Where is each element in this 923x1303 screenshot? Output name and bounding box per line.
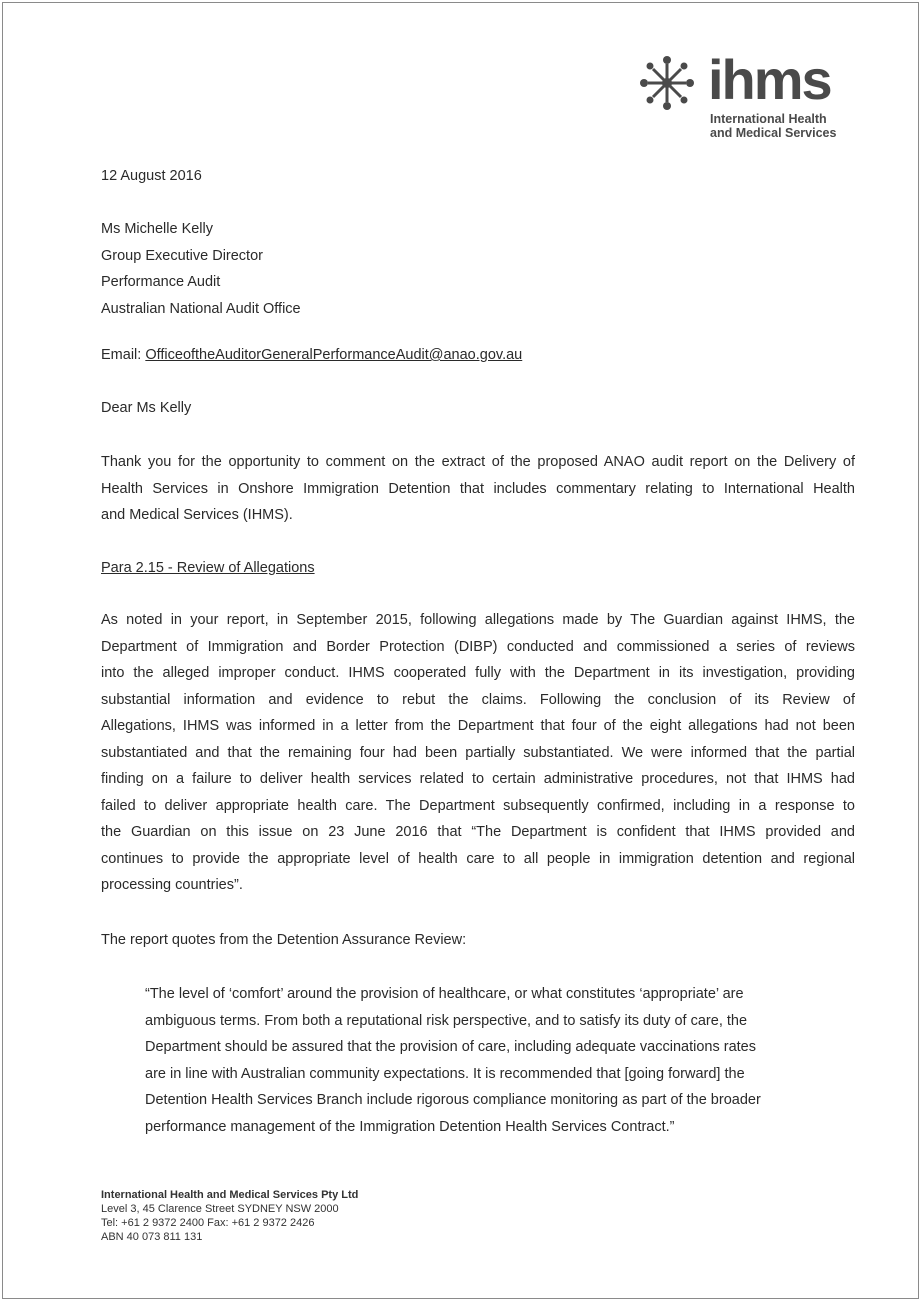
body-line: into the alleged improper conduct. IHMS cooperated fully with the Department in its investigation, providing [101, 665, 855, 681]
body-line: the Guardian on this issue on 23 June 2016 that “The Department is confident that IHMS provided and [101, 824, 855, 840]
quote-line: ambiguous terms. From both a reputational risk perspective, and to satisfy its duty of care, the [145, 1012, 748, 1029]
quote-line: performance management of the Immigration Detention Health Services Contract.” [145, 1118, 675, 1135]
quote-line: are in line with Australian community expectations. It is recommended that [going forward] the [145, 1065, 745, 1082]
footer-company: International Health and Medical Services Pty Ltd [101, 1189, 359, 1201]
body-line: continues to provide the appropriate level of health care to all people in immigration detention and regional [101, 850, 855, 867]
quote-line: Department should be assured that the provision of care, including adequate vaccinations rates [145, 1039, 756, 1055]
body-line: failed to deliver appropriate health care. The Department subsequently confirmed, including in a response to [101, 797, 855, 814]
logo-subtitle-line-2: and Medical Services [710, 126, 837, 140]
footer-address: Level 3, 45 Clarence Street SYDNEY NSW 2000 [101, 1203, 339, 1215]
footer-phone: Tel: +61 2 9372 2400 Fax: +61 2 9372 2426 [101, 1217, 315, 1229]
recipient-division: Performance Audit [101, 274, 221, 290]
intro-line: and Medical Services (IHMS). [101, 507, 293, 523]
ihms-starburst-icon [636, 52, 698, 114]
letterhead-footer [101, 1188, 358, 1244]
salutation: Dear Ms Kelly [101, 400, 192, 416]
body-line: Allegations, IHMS was informed in a letter from the Department that four of the eight allegations had not been [101, 718, 855, 734]
body-line: substantial information and evidence to rebut the claims. Following the conclusion of its Review of [101, 691, 855, 708]
body-line: As noted in your report, in September 2015, following allegations made by The Guardian against IHMS, the [101, 612, 855, 628]
email-line [101, 346, 522, 364]
intro-paragraph [101, 449, 855, 529]
intro-line: Health Services in Onshore Immigration Detention that includes commentary relating to International Health [101, 480, 855, 497]
quote-intro: The report quotes from the Detention Assurance Review: [101, 932, 467, 948]
email-label: Email: [101, 347, 142, 363]
ihms-logo [636, 48, 851, 144]
body-line: Department of Immigration and Border Protection (DIBP) conducted and commissioned a series of reviews [101, 638, 855, 655]
block-quote [145, 981, 815, 1140]
body-line: substantiated and that the remaining four had been partially substantiated. We were informed that the partial [101, 744, 855, 761]
section-heading: Para 2.15 - Review of Allegations [101, 560, 315, 576]
email-link[interactable]: OfficeoftheAuditorGeneralPerformanceAudit@anao.gov.au [145, 347, 523, 363]
body-line: processing countries”. [101, 877, 243, 893]
quote-line: Detention Health Services Branch include rigorous compliance monitoring as part of the broader [145, 1092, 761, 1108]
recipient-organisation: Australian National Audit Office [101, 301, 301, 317]
letter-date: 12 August 2016 [101, 168, 202, 184]
logo-subtitle [710, 112, 836, 140]
quote-line: “The level of ‘comfort’ around the provision of healthcare, or what constitutes ‘appropriate’ are [145, 986, 744, 1002]
recipient-title: Group Executive Director [101, 248, 263, 264]
body-paragraph [101, 607, 855, 899]
logo-wordmark: ihms [708, 48, 831, 111]
footer-abn: ABN 40 073 811 131 [101, 1231, 203, 1243]
body-line: finding on a failure to deliver health services related to certain administrative procedures, not that IHMS had [101, 771, 855, 787]
recipient-name: Ms Michelle Kelly [101, 221, 213, 237]
logo-subtitle-line-1: International Health [710, 112, 827, 126]
intro-line: Thank you for the opportunity to comment on the extract of the proposed ANAO audit report on the Delivery of [101, 454, 855, 470]
